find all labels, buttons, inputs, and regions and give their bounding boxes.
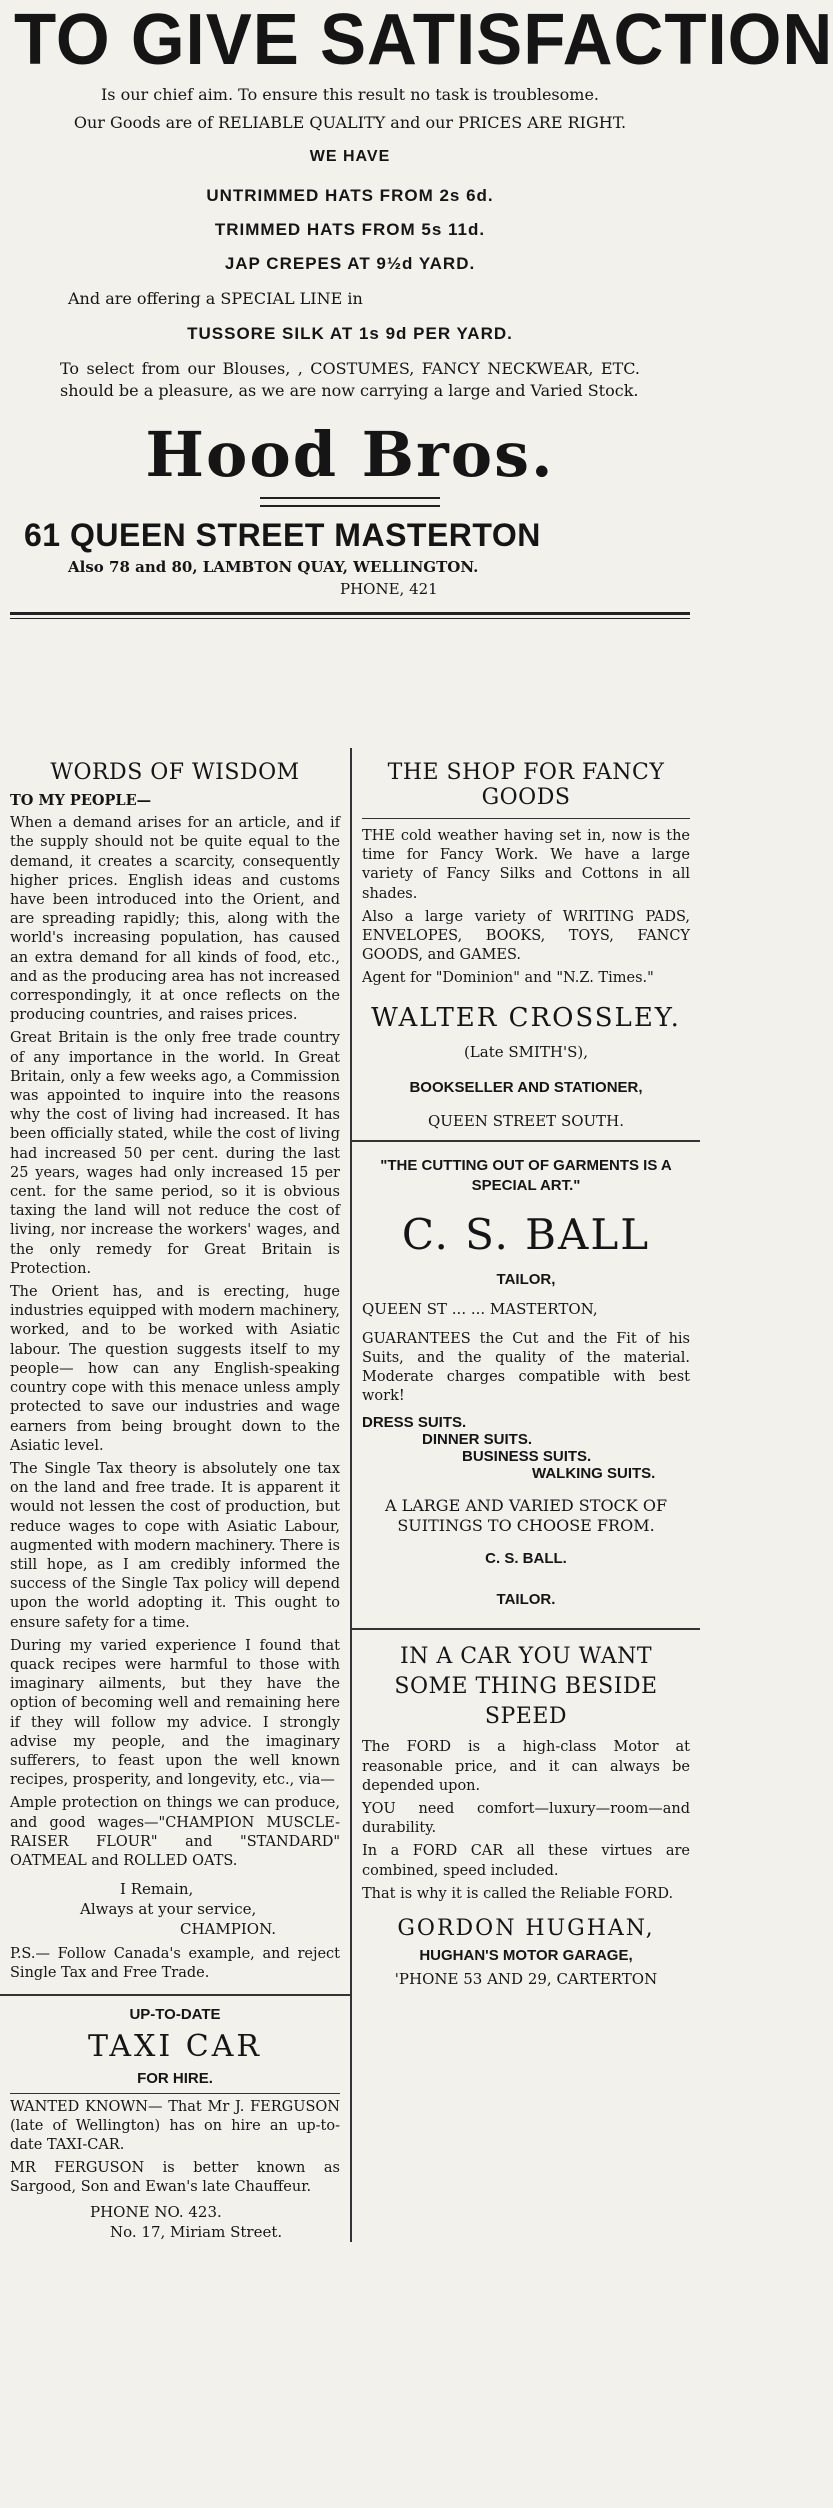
hughan-garage: HUGHAN'S MOTOR GARAGE, [419, 1947, 633, 1965]
ford-paragraph: That is why it is called the Reliable FORD. [362, 1885, 674, 1902]
store-address: 61 QUEEN STREET MASTERTON [24, 517, 541, 553]
ball-quote: "THE CUTTING OUT OF GARMENTS IS A SPECIAL ART." [380, 1156, 672, 1194]
ford-paragraph: YOU need comfort—luxury—room—and durability. [362, 1801, 690, 1837]
suit-type: DINNER SUITS. [422, 1431, 533, 1449]
brand-rule [260, 497, 440, 507]
ball-location: QUEEN ST ... ... MASTERTON, [362, 1299, 598, 1318]
two-column-section [0, 748, 700, 2242]
offer-untrimmed-hats: UNTRIMMED HATS FROM 2s 6d. [206, 186, 494, 205]
ball-name: C. S. BALL [401, 1209, 651, 1259]
branch-address: Also 78 and 80, LAMBTON QUAY, WELLINGTON. [68, 558, 479, 576]
crossley-trade: BOOKSELLER AND STATIONER, [409, 1078, 643, 1096]
brand-name: Hood Bros. [145, 418, 555, 491]
ball-tailor: TAILOR, [496, 1270, 556, 1288]
taxi-car-heading: TAXI CAR [88, 2028, 262, 2064]
suit-type: DRESS SUITS. [362, 1414, 467, 1432]
offer-jap-crepes: JAP CREPES AT 9½d YARD. [224, 254, 476, 273]
ford-paragraph: In a FORD CAR all these virtues are combined, speed included. [362, 1843, 690, 1879]
taxi-for-hire: FOR HIRE. [137, 2069, 213, 2087]
wisdom-paragraph: The Single Tax theory is absolutely one tax on the land and free trade. It is apparent it would not lessen the cost of production, but reduce wages to cope with Asiatic Labour, augmented with modern machinery. There is still hope, as I am credibly informed the success of the Single Tax policy will depend upon the world adopting it. This ought to ensure safety for a time. [10, 1460, 340, 1631]
wisdom-title: WORDS OF WISDOM [50, 760, 300, 785]
wisdom-postscript: P.S.— Follow Canada's example, and reject Single Tax and Free Trade. [10, 1946, 340, 1982]
fancy-paragraph: THE cold weather having set in, now is the time for Fancy Work. We have a large variety of Fancy Silks and Cottons in all shades. [362, 828, 690, 902]
crossley-name: WALTER CROSSLEY. [371, 1002, 681, 1033]
column-divider [352, 1140, 700, 1142]
hughan-name: GORDON HUGHAN, [397, 1916, 655, 1942]
suit-type: BUSINESS SUITS. [462, 1448, 592, 1466]
taxi-street: No. 17, Miriam Street. [110, 2222, 283, 2241]
wisdom-paragraph: During my varied experience I found that quack recipes were harmful to those with imaginary ailments, but they have the option of becoming well and remaining here if they will follow my advice. I strongly advise my people, and the imaginary sufferers, to feast upon the well known recipes, prosperity, and longevity, etc., via— [10, 1637, 340, 1789]
suit-type: WALKING SUITS. [532, 1465, 656, 1483]
column-divider [0, 1994, 350, 1996]
taxi-up-to-date: UP-TO-DATE [129, 2005, 221, 2023]
store-phone: PHONE, 421 [340, 580, 438, 598]
wisdom-remain: I Remain, [120, 1880, 194, 1899]
aim-line: Is our chief aim. To ensure this result no task is troublesome. [100, 85, 599, 104]
we-have-heading: WE HAVE [309, 148, 391, 165]
ford-title: IN A CAR YOU WANT SOME THING BESIDE SPEED [394, 1644, 658, 1730]
wisdom-paragraph: Great Britain is the only free trade country of any importance in the world. In Great Britain, only a few weeks ago, a Commission was appointed to inquire into the reasons why the cost of living had increased. It has been officially stated, while the cost of living had increased 50 per cent. during the last 25 years, wages had only increased 15 per cent. for the same period, so it is obvious taxing the land will not reduce the cost of living, nor increase the workers' wages, and the only remedy for Great Britain is Protection. [10, 1030, 340, 1277]
crossley-street: QUEEN STREET SOUTH. [427, 1111, 625, 1130]
wisdom-service: Always at your service, [80, 1900, 257, 1919]
select-text: To select from our Blouses, , COSTUMES, FANCY NECKWEAR, ETC. should be a pleasure, as we are now carrying a large and Varied Stock. [60, 359, 640, 400]
offer-tussore-silk: TUSSORE SILK AT 1s 9d PER YARD. [187, 324, 513, 343]
right-column [352, 748, 700, 2242]
crossley-late: (Late SMITH'S), [463, 1042, 589, 1061]
column-divider [352, 1628, 700, 1630]
hood-bros-advert [0, 0, 833, 619]
wisdom-salutation: TO MY PEOPLE— [10, 792, 152, 809]
special-line: And are offering a SPECIAL LINE in [68, 289, 363, 308]
wisdom-paragraph: When a demand arises for an article, and if the supply should not be quite equal to the demand, it creates a scarcity, consequently higher prices. English ideas and customs have been introduced into the Orient, and are spreading rapidly; this, along with the world's increasing population, has caused an extra demand for all kinds of food, etc., and as the producing area has not increased correspondingly, it at once reflects on the producing countries, and raises prices. [10, 815, 340, 1024]
taxi-phone: PHONE NO. 423. [90, 2202, 222, 2221]
ball-signature: C. S. BALL. [485, 1550, 567, 1568]
section-divider [10, 612, 690, 615]
taxi-divider [10, 2093, 340, 2094]
wisdom-signature: CHAMPION. [180, 1920, 276, 1939]
fancy-goods-title: THE SHOP FOR FANCY GOODS [387, 760, 665, 810]
hughan-phone: 'PHONE 53 AND 29, CARTERTON [394, 1970, 658, 1989]
fancy-paragraph: Also a large variety of WRITING PADS, ENVELOPES, BOOKS, TOYS, FANCY GOODS, and GAMES. [362, 908, 690, 964]
wisdom-paragraph: The Orient has, and is erecting, huge industries equipped with modern machinery, worked, and to be worked with Asiatic labour. The question suggests itself to my people— how can any English-speaking country cope with this menace unless amply protected to save our industries and wage earners from being brought down to the Asiatic level. [10, 1284, 340, 1454]
ball-guarantee: GUARANTEES the Cut and the Fit of his Suits, and the quality of the material. Moderate charges compatible with best work! [362, 1330, 690, 1405]
taxi-body: MR FERGUSON is better known as Sargood, Son and Ewan's late Chauffeur. [10, 2160, 340, 2196]
left-column [0, 748, 352, 2242]
quality-line: Our Goods are of RELIABLE QUALITY and our PRICES ARE RIGHT. [73, 113, 627, 132]
wisdom-paragraph: Ample protection on things we can produce, and good wages—"CHAMPION MUSCLE-RAISER FLOUR" and "STANDARD" OATMEAL and ROLLED OATS. [10, 1795, 340, 1869]
banner-headline: TO GIVE SATISFACTION [14, 0, 833, 80]
ball-signature-tailor: TAILOR. [496, 1591, 556, 1609]
fancy-divider [362, 818, 690, 819]
fancy-paragraph: Agent for "Dominion" and "N.Z. Times." [362, 970, 654, 987]
taxi-body: WANTED KNOWN— That Mr J. FERGUSON (late of Wellington) has on hire an up-to-date TAXI-CAR. [10, 2098, 340, 2153]
ball-stock: A LARGE AND VARIED STOCK OF SUITINGS TO CHOOSE FROM. [384, 1496, 668, 1536]
ford-paragraph: The FORD is a high-class Motor at reasonable price, and it can always be depended upon. [362, 1739, 690, 1794]
offer-trimmed-hats: TRIMMED HATS FROM 5s 11d. [214, 220, 486, 239]
section-divider-thin [10, 618, 690, 619]
